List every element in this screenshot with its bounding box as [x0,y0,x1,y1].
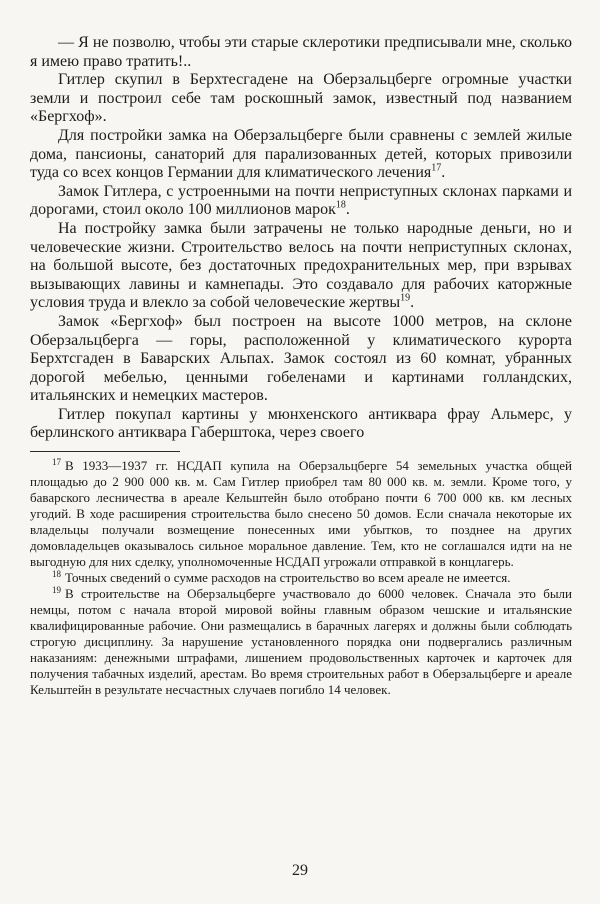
paragraph-text: . [441,164,446,182]
footnote-number: 18 [52,568,61,579]
footnote-text: В 1933—1937 гг. НСДАП купила на Оберзальцберге 54 земельных участка общей площадью до 2 900 000 кв. м. Сам Гитлер приобрел там 80 000 кв. м. земли. Кроме того, у баварского лесничества в ареале Кельштейн было отобрано почти 6 700 000 кв. км лесных угодий. В ходе расширения строительства было снесено 50 домов. Если сначала некоторые их владельцы получали возмещение понесенных ими убытков, то позднее на других домовладельцев оказывалось сильное моральное давление. Тем, кто не соглашался идти на не выгодную для них сделку, уполномоченные НСДАП угрожали отправкой в концлагерь. [30,458,572,570]
footnote-ref: 19 [400,292,411,304]
main-text [30,34,572,443]
paragraph [30,406,572,443]
paragraph-text: Для постройки замка на Оберзальцберге были сравнены с землей жилые дома, пансионы, санаторий для парализованных детей, которых привозили туда со всех концов Германии для климатического лечения [30,126,572,182]
paragraph-text: Гитлер покупал картины у мюнхенского антиквара фрау Альмерс, у берлинского антиквара Габерштока, через своего [30,405,572,442]
paragraph [30,220,572,313]
footnote-ref: 17 [431,162,442,174]
footnote-number: 17 [52,456,61,467]
footnote-text: В строительстве на Оберзальцберге участвовало до 6000 человек. Сначала это были немцы, потом с начала второй мировой войны главным образом чешские и итальянские квалифицированные рабочие. Они размещались в барачных лагерях и должны были соблюдать строгую дисциплину. За нарушение установленного порядка они подвергались различным наказаниям: денежными штрафами, лишением продовольственных карточек и карточек для получения табачных изделий, арестам. Во время строительных работ в Оберзальцберге и ареале Кельштейн в результате несчастных случаев погибло 14 человек. [30,586,572,698]
paragraph-text: . [345,201,350,219]
paragraph-text: . [410,294,415,312]
footnote-number: 19 [52,584,61,595]
footnote-text: Точных сведений о сумме расходов на строительство во всем ареале не имеется. [65,570,511,586]
footnote-ref: 18 [335,200,346,212]
paragraph-text: Замок Гитлера, с устроенными на почти неприступных склонах парками и дорогами, стоил около 100 миллионов марок [30,182,572,219]
paragraph-text: Замок «Бергхоф» был построен на высоте 1000 метров, на склоне Оберзальцберга — горы, расположенной у климатического курорта Берхтсгаден в Баварских Альпах. Замок состоял из 60 комнат, убранных дорогой мебелью, ценными гобеленами и картинами голландских, итальянских и немецких мастеров. [30,312,572,405]
paragraph [30,71,572,127]
footnote [30,570,572,586]
footnote-separator [30,451,180,452]
paragraph-text: На постройку замка были затрачены не только народные деньги, но и человеческие жизни. Строительство велось на почти неприступных склонах, на большой высоте, без достаточных предохранительных мер, при взрывах вызывающих лавины и камнепады. Это создавало для рабочих каторжные условия труда и влекло за собой человеческие жертвы [30,219,572,312]
paragraph [30,34,572,71]
footnote [30,586,572,698]
paragraph-text: Гитлер скупил в Берхтесгадене на Оберзальцберге огромные участки земли и построил себе там роскошный замок, известный под названием «Бергхоф». [30,71,572,126]
paragraph-text: — Я не позволю, чтобы эти старые склеротики предписывали мне, сколько я имею право тратить!.. [30,34,572,70]
page-number: 29 [292,862,308,879]
paragraph [30,183,572,220]
paragraph [30,313,572,406]
footnotes [30,458,572,698]
footnote [30,458,572,570]
paragraph [30,127,572,183]
